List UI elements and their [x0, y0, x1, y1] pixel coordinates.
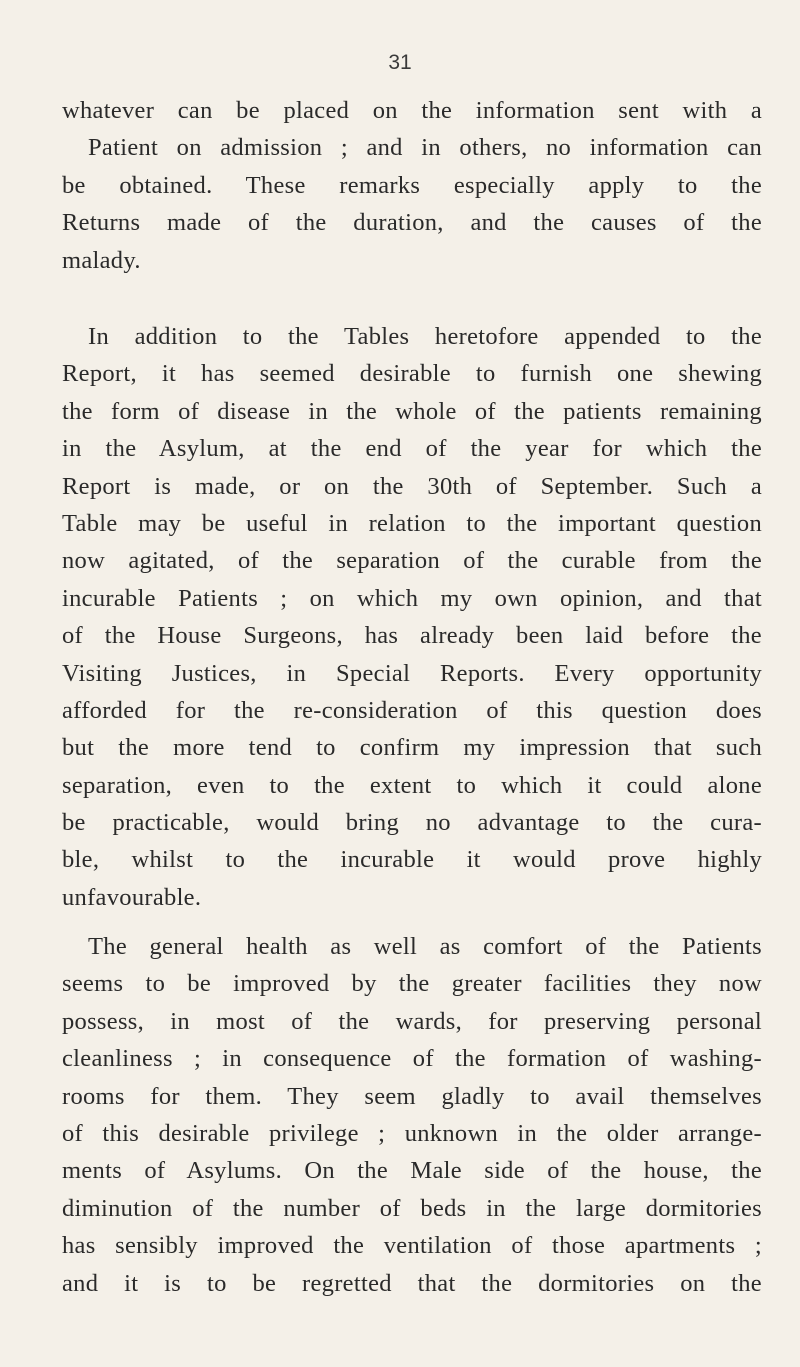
paragraph-2 [62, 318, 762, 916]
text-line: whatever can be placed on the information sent with a [62, 97, 762, 124]
paragraph-1 [62, 92, 762, 279]
text-line: In addition to the Tables heretofore appended to the [88, 323, 762, 350]
text-line: diminution of the number of beds in the large dormitories [62, 1194, 762, 1222]
text-line: of the House Surgeons, has already been laid before the [62, 622, 762, 650]
paragraph-3 [62, 928, 762, 1302]
page-number: 31 [388, 51, 412, 74]
text-line: of this desirable privilege ; unknown in the older arrange- [62, 1119, 762, 1147]
text-line: and it is to be regretted that the dormitories on the [62, 1269, 762, 1297]
text-line: in the Asylum, at the end of the year for which the [62, 435, 762, 463]
text-line: incurable Patients ; on which my own opinion, and that [62, 584, 762, 612]
text-line: separation, even to the extent to which it could alone [62, 771, 762, 799]
text-line: Visiting Justices, in Special Reports. Every opportunity [62, 659, 762, 687]
text-line: malady. [62, 246, 141, 274]
text-line: Report, it has seemed desirable to furnish one shewing [62, 360, 762, 388]
text-line: ments of Asylums. On the Male side of the house, the [62, 1157, 762, 1185]
text-line: seems to be improved by the greater facilities they now [62, 970, 762, 998]
text-line: be practicable, would bring no advantage to the cura- [62, 809, 762, 837]
text-line: Table may be useful in relation to the important question [62, 509, 762, 537]
text-line: but the more tend to confirm my impression that such [62, 734, 762, 762]
text-line: Patient on admission ; and in others, no information can [88, 134, 762, 162]
text-line: Returns made of the duration, and the causes of the [62, 209, 762, 237]
text-line: rooms for them. They seem gladly to avail themselves [62, 1082, 762, 1110]
text-line: unfavourable. [62, 883, 202, 911]
text-line: The general health as well as comfort of the Patients [88, 933, 762, 960]
text-line: the form of disease in the whole of the patients remaining [62, 397, 762, 425]
text-line: Report is made, or on the 30th of September. Such a [62, 472, 762, 500]
text-line: be obtained. These remarks especially apply to the [62, 171, 762, 199]
text-line: cleanliness ; in consequence of the formation of washing- [62, 1045, 762, 1073]
text-line: afforded for the re-consideration of this question does [62, 696, 762, 724]
text-line: possess, in most of the wards, for preserving personal [62, 1007, 762, 1035]
text-line: now agitated, of the separation of the curable from the [62, 547, 762, 575]
text-line: has sensibly improved the ventilation of those apartments ; [62, 1232, 762, 1260]
text-line: ble, whilst to the incurable it would prove highly [62, 846, 762, 874]
